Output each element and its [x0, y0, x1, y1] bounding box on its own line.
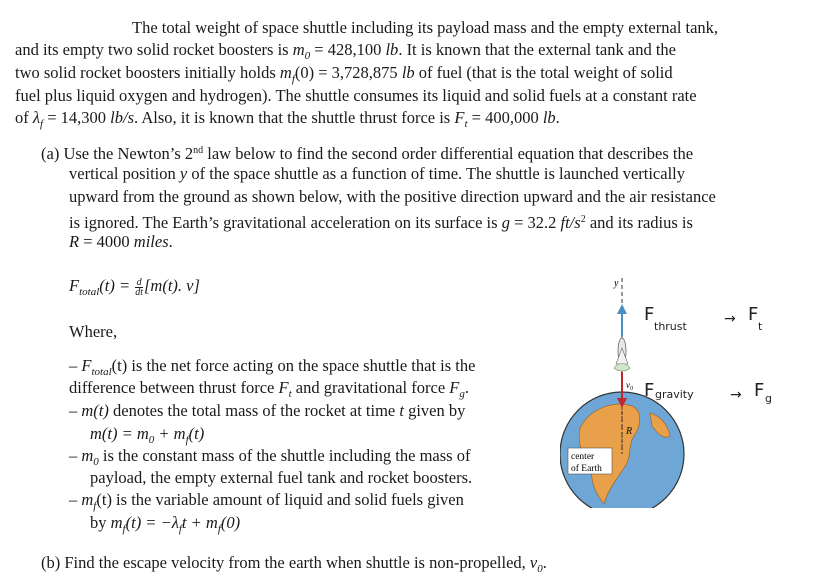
- text: .: [168, 232, 173, 251]
- text: [m(t). v]: [144, 276, 200, 295]
- subscript: total: [91, 366, 112, 378]
- subscript: 0: [304, 50, 311, 62]
- math-lambda: λ: [32, 108, 41, 127]
- unit: lb: [542, 108, 556, 127]
- subscript: 0: [93, 456, 99, 468]
- text: vertical position: [69, 164, 180, 183]
- subscript: f: [185, 434, 189, 446]
- math-F: F: [449, 378, 460, 397]
- text: is the constant mass of the shuttle including the mass of: [98, 446, 471, 465]
- text: difference between thrust force: [69, 378, 279, 397]
- v0-symbol: v: [626, 380, 630, 390]
- text: .: [555, 108, 560, 127]
- where-bullet-2: [69, 401, 465, 421]
- text: = 400,000: [467, 108, 543, 127]
- math: t + m: [181, 513, 218, 532]
- math-F: F: [81, 356, 92, 375]
- text: .: [542, 553, 547, 572]
- text: .: [464, 378, 469, 397]
- text: by: [90, 513, 111, 532]
- y-axis-label: y: [614, 278, 619, 289]
- subscript: f: [291, 73, 295, 85]
- text: = 14,300: [43, 108, 111, 127]
- fraction-numerator: d: [136, 276, 142, 288]
- newton-equation: [69, 276, 200, 302]
- unit: miles: [133, 232, 169, 251]
- text: Where,: [69, 322, 118, 341]
- subscript: f: [178, 523, 182, 535]
- subscript: f: [93, 500, 97, 512]
- subscript: t: [288, 388, 292, 400]
- text: given by: [403, 401, 466, 420]
- v0-label: [626, 380, 633, 392]
- subscript: f: [122, 523, 126, 535]
- hand-thrust-F: F: [644, 304, 655, 325]
- math: m: [110, 513, 123, 532]
- math-R: R: [69, 232, 80, 251]
- text: and its radius is: [585, 213, 693, 232]
- text: (t) =: [99, 276, 135, 295]
- text: = 4000: [79, 232, 134, 251]
- hand-arrow-icon: →: [724, 311, 736, 327]
- derivative-fraction: [135, 278, 143, 297]
- text: of the space shuttle as a function of time. The shuttle is launched vertically: [187, 164, 685, 183]
- subscript: g: [459, 388, 465, 400]
- math-mf: m: [81, 490, 94, 509]
- text: two solid rocket boosters initially holds: [15, 63, 280, 82]
- text: = 32.2: [509, 213, 561, 232]
- text: (a) Use the Newton’s 2: [41, 144, 194, 163]
- math: (t): [188, 424, 205, 443]
- v0-subscript: 0: [630, 386, 633, 392]
- math-y: y: [179, 164, 188, 183]
- where-bullet-3-cont: [90, 468, 472, 488]
- text: and its empty two solid rocket boosters is: [15, 40, 293, 59]
- text: payload, the empty external fuel tank and rocket boosters.: [90, 468, 473, 487]
- text: = 428,100: [310, 40, 386, 59]
- hand-thrust-sub: thrust: [654, 320, 687, 333]
- unit: lb: [401, 63, 415, 82]
- subscript: total: [79, 286, 100, 298]
- part-a-line-1: [41, 141, 693, 164]
- part-a-line-2: [69, 164, 685, 184]
- hand-Fg-sub: g: [765, 392, 772, 405]
- center-label-line2: of Earth: [571, 464, 602, 474]
- text: fuel plus liquid oxygen and hydrogen). The shuttle consumes its liquid and solid fuels at a constant rate: [15, 86, 697, 105]
- text: (t) is the variable amount of liquid and solid fuels given: [96, 490, 464, 509]
- part-a-line-5: [69, 232, 173, 252]
- text: –: [69, 446, 82, 465]
- text: and gravitational force: [291, 378, 450, 397]
- subscript: f: [217, 523, 221, 535]
- superscript: 2: [580, 214, 586, 225]
- math-m: m(t): [81, 401, 109, 420]
- where-bullet-4-eq: [90, 513, 240, 539]
- hand-gravity-F: F: [644, 380, 655, 401]
- math-mf: m: [279, 63, 292, 82]
- center-label-line1: center: [571, 452, 595, 462]
- text: –: [69, 401, 82, 420]
- text: of fuel (that is the total weight of solid: [414, 63, 673, 82]
- superscript: nd: [193, 145, 204, 156]
- hand-Ft-F: F: [748, 304, 759, 325]
- math-g: g: [501, 213, 510, 232]
- subscript: f: [40, 118, 44, 130]
- hand-gravity-sub: gravity: [655, 388, 694, 401]
- intro-line-4: [15, 86, 697, 106]
- unit: lb: [385, 40, 399, 59]
- math: m(t) = m: [90, 424, 149, 443]
- hand-arrow-icon: →: [730, 387, 742, 403]
- intro-line-1: [132, 18, 718, 38]
- text: is ignored. The Earth’s gravitational acceleration on its surface is: [69, 213, 502, 232]
- part-a-line-4: [69, 210, 693, 233]
- hand-Fg-F: F: [754, 380, 765, 401]
- fraction-denominator: dt: [135, 286, 144, 298]
- text: –: [69, 356, 82, 375]
- intro-line-5: [15, 108, 560, 134]
- text: . Also, it is known that the shuttle thrust force is: [134, 108, 455, 127]
- text: of: [15, 108, 33, 127]
- math-F: F: [69, 276, 80, 295]
- diagram-svg: [560, 268, 810, 508]
- math-F: F: [278, 378, 289, 397]
- math: + m: [154, 424, 186, 443]
- subscript: t: [464, 118, 468, 130]
- shuttle-earth-diagram: [560, 268, 810, 508]
- text: (b) Find the escape velocity from the earth when shuttle is non-propelled,: [41, 553, 530, 572]
- text: upward from the ground as shown below, with the positive direction upward and the air resistance: [69, 187, 716, 206]
- part-a-line-3: [69, 187, 716, 207]
- math-v0: v: [529, 553, 538, 572]
- unit: ft/s: [560, 213, 581, 232]
- math-m0: m: [81, 446, 94, 465]
- math: (0): [220, 513, 241, 532]
- math-ft: F: [454, 108, 465, 127]
- intro-text: The total weight of space shuttle including its payload mass and the empty external tank,: [132, 18, 719, 37]
- shuttle-icon: [614, 338, 630, 371]
- part-b-line: [41, 553, 547, 579]
- subscript: 0: [148, 434, 155, 446]
- where-label: [69, 322, 117, 342]
- hand-Ft-sub: t: [758, 320, 763, 333]
- thrust-arrowhead: [617, 304, 627, 314]
- unit: lb/s: [110, 108, 134, 127]
- math-t: t: [399, 401, 404, 420]
- text: . It is known that the external tank and the: [398, 40, 676, 59]
- radius-label: R: [626, 426, 633, 437]
- text: (t) is the net force acting on the space shuttle that is the: [111, 356, 476, 375]
- text: denotes the total mass of the rocket at time: [108, 401, 400, 420]
- text: law below to find the second order differential equation that describes the: [203, 144, 694, 163]
- text: –: [69, 490, 82, 509]
- subscript: 0: [537, 563, 543, 575]
- text: (0) = 3,728,875: [294, 63, 402, 82]
- math-m0: m: [292, 40, 305, 59]
- math: (t) = −λ: [125, 513, 179, 532]
